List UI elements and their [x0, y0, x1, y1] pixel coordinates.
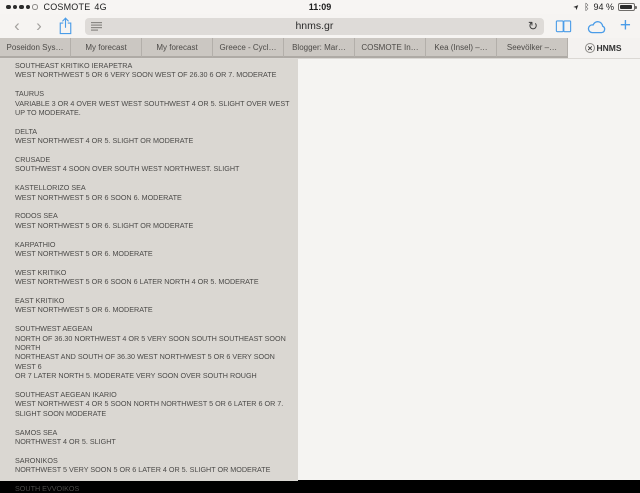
- forecast-line: WEST NORTHWEST 5 OR 6 VERY SOON WEST OF 26.30 6 OR 7. MODERATE: [15, 70, 277, 80]
- forecast-section: [15, 240, 298, 259]
- tab-active-hnms[interactable]: [568, 38, 640, 58]
- clock-label: 11:09: [308, 2, 332, 12]
- forecast-line: SOUTHEAST AEGEAN IKARIO: [15, 390, 117, 400]
- forecast-line: KARPATHIO: [15, 239, 56, 249]
- forecast-section: [15, 296, 298, 315]
- tab-7[interactable]: [426, 38, 497, 58]
- tab-1[interactable]: [0, 38, 71, 58]
- forecast-line: SARONIKOS: [15, 455, 58, 465]
- forecast-line: WEST NORTHWEST 4 OR 5 SOON NORTH NORTHWEST 5 OR 6 LATER 6 OR 7.: [15, 399, 284, 409]
- forecast-line: NORTH: [15, 343, 41, 353]
- forecast-section: [15, 155, 298, 174]
- forecast-section: [15, 89, 298, 117]
- forecast-section: [15, 324, 298, 380]
- back-button[interactable]: ‹: [14, 16, 20, 35]
- icloud-tabs-button[interactable]: [586, 19, 607, 34]
- tab-6[interactable]: [355, 38, 426, 58]
- tab-label: Greece - Cycl…: [219, 42, 277, 52]
- tab-3[interactable]: [142, 38, 213, 58]
- forecast-section: [15, 390, 298, 418]
- bookmarks-button[interactable]: [554, 18, 573, 35]
- status-bar: [0, 0, 640, 14]
- forecast-line: OR 7 LATER NORTH 5. MODERATE VERY SOON OVER SOUTH ROUGH: [15, 371, 257, 381]
- forecast-section: [15, 428, 298, 447]
- url-text: hnms.gr: [295, 20, 334, 32]
- forecast-line: VARIABLE 3 OR 4 OVER WEST WEST SOUTHWEST 4 OR 5. SLIGHT OVER WEST: [15, 98, 290, 108]
- network-type-label: 4G: [94, 2, 107, 12]
- forecast-line: SOUTHWEST 4 SOON OVER SOUTH WEST NORTHWEST. SLIGHT: [15, 164, 240, 174]
- forecast-line: RODOS SEA: [15, 211, 58, 221]
- tab-label: Blogger: Mar…: [292, 42, 346, 52]
- forecast-line: KASTELLORIZO SEA: [15, 183, 86, 193]
- forecast-line: UP TO MODERATE.: [15, 108, 81, 118]
- new-tab-button[interactable]: +: [619, 15, 631, 36]
- tab-label: Seevölker –…: [506, 42, 558, 52]
- tab-strip: [0, 38, 640, 58]
- reader-view-icon[interactable]: [91, 22, 102, 31]
- forecast-line: WEST 6: [15, 361, 42, 371]
- forecast-line: WEST NORTHWEST 5 OR 6. SLIGHT OR MODERATE: [15, 220, 194, 230]
- forecast-line: NORTHEAST AND SOUTH OF 36.30 WEST NORTHWEST 5 OR 6 VERY SOON: [15, 352, 275, 362]
- forecast-line: NORTHWEST 5 VERY SOON 5 OR 6 LATER 4 OR 5. SLIGHT OR MODERATE: [15, 465, 271, 475]
- location-services-icon: ➤: [572, 2, 582, 12]
- tab-label: COSMOTE In…: [361, 42, 419, 52]
- forecast-line: WEST NORTHWEST 5 OR 6. MODERATE: [15, 305, 153, 315]
- close-tab-icon[interactable]: ×: [585, 43, 595, 53]
- tab-label: HNMS: [596, 43, 622, 53]
- forecast-line: SLIGHT SOON MODERATE: [15, 408, 107, 418]
- tab-5[interactable]: [284, 38, 355, 58]
- forward-button[interactable]: ›: [36, 16, 42, 35]
- forecast-line: TAURUS: [15, 89, 45, 99]
- forecast-section: [15, 484, 298, 493]
- page-content: [0, 58, 640, 493]
- status-left: [0, 2, 107, 12]
- tab-4[interactable]: [213, 38, 284, 58]
- forecast-line: NORTH OF 36.30 NORTHWEST 4 OR 5 VERY SOON SOUTH SOUTHEAST SOON: [15, 333, 286, 343]
- forecast-line: NORTHWEST 4 OR 5. SLIGHT: [15, 437, 116, 447]
- tab-label: My forecast: [85, 42, 127, 52]
- forecast-line: SOUTHEAST KRITIKO IERAPETRA: [15, 61, 133, 70]
- bookmarks-book-icon: [554, 18, 573, 35]
- carrier-label: COSMOTE: [43, 2, 91, 12]
- share-icon: [58, 17, 73, 35]
- address-bar[interactable]: [85, 18, 544, 35]
- forecast-line: DELTA: [15, 126, 38, 136]
- tab-label: Poseidon Sys…: [6, 42, 64, 52]
- tab-label: My forecast: [156, 42, 198, 52]
- forecast-line: WEST KRITIKO: [15, 267, 67, 277]
- toolbar-right: [554, 16, 634, 36]
- forecast-line: SOUTHWEST AEGEAN: [15, 324, 93, 334]
- forecast-section: [15, 127, 298, 146]
- tab-8[interactable]: [497, 38, 568, 58]
- forecast-line: WEST NORTHWEST 5 OR 6. MODERATE: [15, 249, 153, 259]
- forecast-section: [15, 61, 298, 80]
- reload-button[interactable]: ↻: [527, 18, 538, 33]
- status-right: [574, 2, 640, 12]
- signal-strength-icon: [6, 4, 38, 10]
- forecast-line: WEST NORTHWEST 5 OR 6 SOON 6 LATER NORTH 4 OR 5. MODERATE: [15, 277, 259, 287]
- forecast-line: EAST KRITIKO: [15, 296, 65, 306]
- tab-label: Kea (Insel) –…: [434, 42, 488, 52]
- forecast-column: [0, 59, 298, 493]
- battery-icon: [618, 3, 635, 11]
- battery-percent-label: 94 %: [593, 2, 614, 12]
- forecast-line: CRUSADE: [15, 155, 51, 165]
- forecast-line: WEST NORTHWEST 5 OR 6 SOON 6. MODERATE: [15, 192, 182, 202]
- tab-2[interactable]: [71, 38, 142, 58]
- share-button[interactable]: [58, 17, 73, 35]
- forecast-section: [15, 211, 298, 230]
- bluetooth-icon: ᛒ: [584, 1, 590, 12]
- forecast-line: SOUTH EVVOIKOS: [15, 484, 80, 493]
- cloud-icon: [586, 19, 607, 34]
- forecast-line: SAMOS SEA: [15, 427, 58, 437]
- forecast-section: [15, 268, 298, 287]
- forecast-section: [15, 456, 298, 475]
- forecast-section: [15, 183, 298, 202]
- safari-toolbar: [0, 14, 640, 38]
- forecast-line: WEST NORTHWEST 4 OR 5. SLIGHT OR MODERATE: [15, 136, 194, 146]
